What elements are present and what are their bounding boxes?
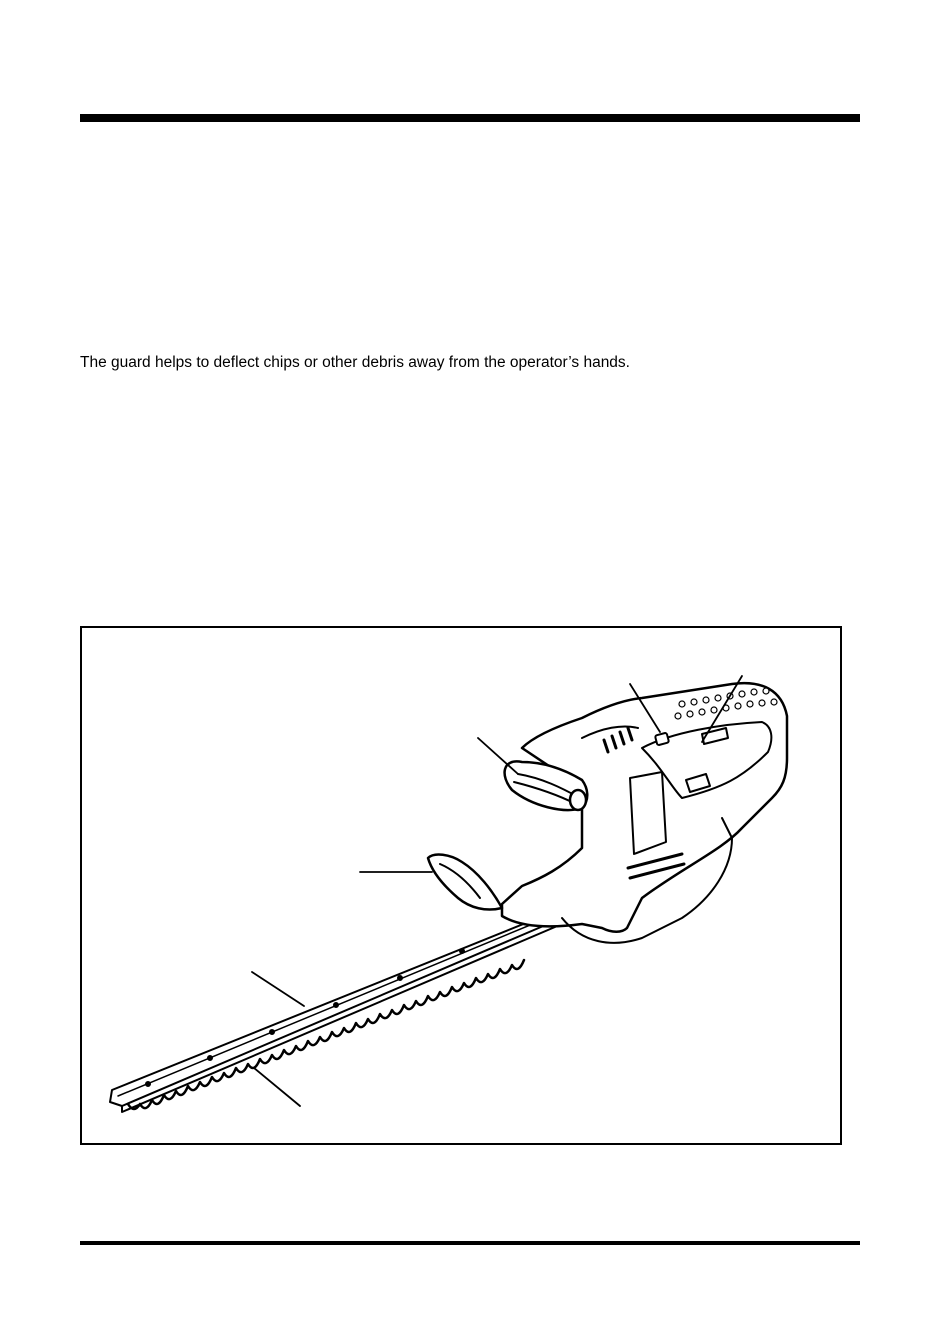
- header-rule: [80, 114, 860, 122]
- callout-line-front-handle: [478, 738, 518, 774]
- callout-line-blade: [252, 972, 304, 1006]
- hedge-trimmer-figure: [80, 626, 842, 1145]
- footer-rule: [80, 1241, 860, 1245]
- guard-description: The guard helps to deflect chips or other debris away from the operator’s hands.: [80, 354, 630, 371]
- blade: [110, 910, 562, 1112]
- callout-line-teeth: [254, 1068, 300, 1106]
- hand-guard: [428, 855, 502, 910]
- hedge-trimmer-drawing: [82, 628, 840, 1143]
- motor-housing: [502, 683, 787, 943]
